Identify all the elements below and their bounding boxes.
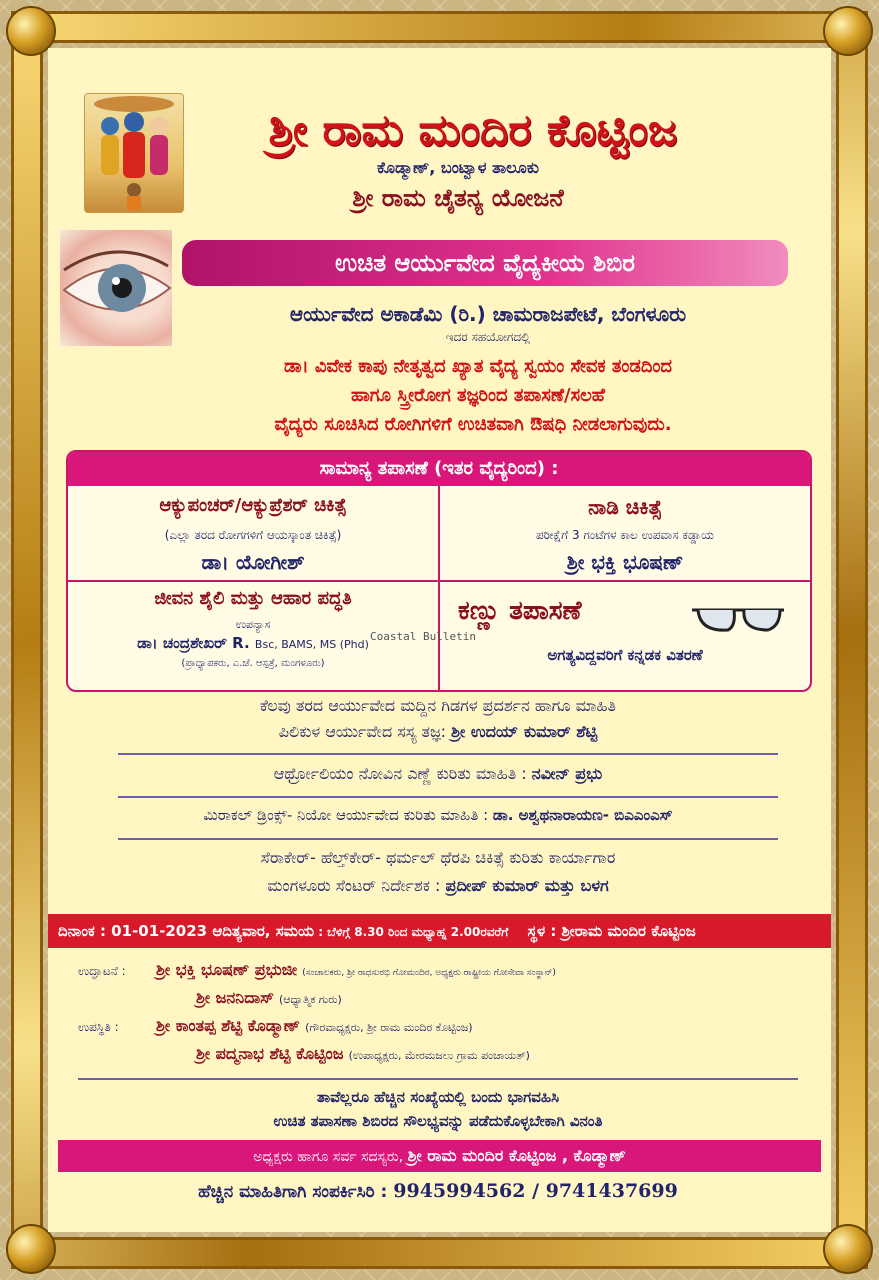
committee-text: ಅಧ್ಯಕ್ಷರು ಹಾಗೂ ಸರ್ವ ಸದಸ್ಯರು, [253, 1149, 408, 1165]
guest-3-role: (ಗೌರವಾಧ್ಯಕ್ಷರು, ಶ್ರೀ ರಾಮ ಮಂದಿರ ಕೊಟ್ಟಿಂಜ) [305, 1021, 473, 1034]
eye-image [60, 230, 172, 346]
lifestyle-doctor-role: (ಪ್ರಾಧ್ಯಾಪಕರು, ಎ.ಜೆ. ಆಸ್ಪತ್ರೆ, ಮಂಗಳೂರು) [181, 658, 325, 669]
acupuncture-title: ಆಕ್ಯುಪಂಚರ್/ಆಕ್ಯುಪ್ರೆಶರ್ ಚಿಕಿತ್ಸೆ [159, 495, 347, 516]
guest-4: ಶ್ರೀ ಪದ್ಮನಾಭ ಶೆಟ್ಟಿ ಕೊಟ್ಟಿಂಜ [196, 1044, 344, 1063]
event-venue: ಸ್ಥಳ : ಶ್ರೀರಾಮ ಮಂದಿರ ಕೊಟ್ಟಿಂಜ [527, 922, 696, 940]
lifestyle-doctor: ಡಾ। ಚಂದ್ರಶೇಖರ್ R. [137, 634, 250, 652]
guest-3: ಶ್ರೀ ಕಾಂತಪ್ಪ ಶೆಟ್ಟಿ ಕೊಡ್ಮಾಣ್ [156, 1016, 300, 1035]
temple-location: ಕೊಡ್ಮಾಣ್, ಬಂಟ್ವಾಳ ತಾಲೂಕು [376, 158, 540, 177]
acupuncture-doctor: ಡಾ। ಯೋಗೀಶ್ [201, 550, 305, 574]
inaugurator-2-role: (ಆಧ್ಯಾತ್ಮಿಕ ಗುರು) [278, 993, 342, 1006]
poster-content [48, 48, 831, 1232]
inaugurator-1: ಶ್ರೀ ಭಕ್ತಿ ಭೂಷಣ್ ಪ್ರಭುಜೀ [156, 960, 298, 979]
exhibit-line-2: ಪಿಲಿಕುಳ ಆರ್ಯುವೇದ ಸಸ್ಯ ತಜ್ಞ: [278, 722, 452, 741]
contact-label: ಹೆಚ್ಚಿನ ಮಾಹಿತಿಗಾಗಿ ಸಂಪರ್ಕಿಸಿರಿ : [198, 1182, 394, 1202]
eye-checkup-sub: ಅಗತ್ಯವಿದ್ದವರಿಗೆ ಕನ್ನಡಕ ವಿತರಣೆ [547, 646, 703, 664]
event-time-label: ಸಮಯ [275, 922, 315, 940]
divider [118, 796, 778, 798]
intro-line-1: ಡಾ। ವಿವೇಕ ಕಾಪು ನೇತೃತ್ವದ ಖ್ಯಾತ ವೈದ್ಯ ಸ್ವಯಂ ಸೇವಕ ತಂಡದಿಂದ [283, 356, 673, 377]
table-divider [68, 580, 810, 582]
nadi-doctor: ಶ್ರೀ ಭಕ್ತಿ ಭೂಷಣ್ [566, 550, 684, 574]
contact-numbers: 9945994562 / 9741437699 [393, 1180, 678, 1202]
inaugurator-2: ಶ್ರೀ ಜನನಿದಾಸ್ [196, 988, 274, 1007]
organiser: ಆರ್ಯುವೇದ ಅಕಾಡೆಮಿ (ರಿ.) ಚಾಮರಾಜಪೇಟೆ, ಬೆಂಗಳೂರು [289, 302, 687, 326]
oil-presenter: ನವೀನ್ ಪ್ರಭು [531, 764, 603, 783]
exhibit-expert-name: ಶ್ರೀ ಉದಯ್ ಕುಮಾರ್ ಶೆಟ್ಟಿ [451, 722, 598, 741]
intro-line-2: ಹಾಗೂ ಸ್ತ್ರೀರೋಗ ತಜ್ಞರಿಂದ ತಪಾಸಣೆ/ಸಲಹೆ [350, 385, 605, 406]
scheme-name: ಶ್ರೀ ರಾಮ ಚೈತನ್ಯ ಯೋಜನೆ [352, 184, 564, 212]
acupuncture-sub: (ಎಲ್ಲಾ ತರದ ರೋಗಗಳಿಗೆ ಆಯಸ್ಕಾಂತ ಚಿಕಿತ್ಸೆ) [164, 528, 342, 542]
thermal-line-2: ಮಂಗಳೂರು ಸೆಂಟರ್ ನಿರ್ದೇಶಕ : [267, 876, 446, 895]
presence-label: ಉಪಸ್ಥಿತಿ : [78, 1020, 119, 1034]
table-divider [438, 486, 440, 690]
committee-bar [58, 1140, 821, 1172]
lifestyle-doctor-qualification: Bsc, BAMS, MS (Phd) [254, 638, 369, 651]
invite-line-2: ಉಚಿತ ತಪಾಸಣಾ ಶಿಬಿರದ ಸೌಲಭ್ಯವನ್ನು ಪಡೆದುಕೊಳ್ಳಬೇಕಾಗಿ ವಿನಂತಿ [273, 1112, 603, 1130]
oil-info: ಆರ್ಥ್ರೋಲಿಯಂ ನೋವಿನ ಎಣ್ಣೆ ಕುರಿತು ಮಾಹಿತಿ : [273, 764, 532, 783]
invite-line-1: ತಾವೆಲ್ಲರೂ ಹೆಚ್ಚಿನ ಸಂಖ್ಯೆಯಲ್ಲಿ ಬಂದು ಭಾಗವಹಿಸಿ [316, 1088, 560, 1106]
divider [78, 1078, 798, 1080]
spectacles-icon [688, 596, 788, 640]
nadi-title: ನಾಡಿ ಚಿಕಿತ್ಸೆ [588, 495, 662, 519]
drinks-presenter: ಡಾ. ಅಶ್ವಥನಾರಾಯಣ- ಬಿಎಎಂಎಸ್ [492, 806, 673, 824]
event-date: ದಿನಾಂಕ : 01-01-2023 ಆದಿತ್ಯವಾರ, [58, 922, 276, 940]
nadi-sub: ಪರೀಕ್ಷೆಗೆ 3 ಗಂಟೆಗಳ ಕಾಲ ಉಪವಾಸ ಕಡ್ಡಾಯ [535, 528, 715, 542]
thermal-presenter: ಪ್ರದೀಪ್ ಕುಮಾರ್ ಮತ್ತು ಬಳಗ [445, 876, 609, 895]
divider [118, 753, 778, 755]
date-time-venue-bar [48, 914, 831, 948]
camp-title-banner: ಉಚಿತ ಆರ್ಯುವೇದ ವೈದ್ಯಕೀಯ ಶಿಬಿರ [182, 240, 788, 286]
divider [118, 838, 778, 840]
drinks-info: ಮಿರಾಕಲ್ ಡ್ರಿಂಕ್ಸ್- ನಿಯೋ ಆರ್ಯುವೇದ ಕುರಿತು ಮಾಹಿತಿ : [203, 806, 493, 824]
temple-title: ಶ್ರೀ ರಾಮ ಮಂದಿರ ಕೊಟ್ಟಿಂಜ [268, 105, 678, 156]
inaugurator-1-role: (ಸಂಚಾಲಕರು, ಶ್ರೀ ರಾಧಸುರಭಿ ಗೋಮಂದಿರ, ಅಧ್ಯಕ್ಷರು ರಾಷ್ಟ್ರೀಯ ಗೋಸೇವಾ ಸಂಸ್ಥಾನ್) [302, 968, 556, 978]
eye-checkup-title: ಕಣ್ಣು ತಪಾಸಣೆ [458, 596, 582, 626]
lifestyle-sub: ಉಪನ್ಯಾಸ [235, 618, 271, 631]
inauguration-label: ಉದ್ಘಾಟನೆ : [78, 964, 126, 978]
thermal-line-1: ಸೆರಾಕೇರ್- ಹೆಲ್ತ್‌ಕೇರ್- ಥರ್ಮಲ್ ಥೆರಪಿ ಚಿಕಿತ್ಸೆ ಕುರಿತು ಕಾರ್ಯಾಗಾರ [260, 848, 616, 867]
committee-name: ಶ್ರೀ ರಾಮ ಮಂದಿರ ಕೊಟ್ಟಿಂಜ , ಕೊಡ್ಮಾಣ್ [407, 1146, 626, 1165]
intro-line-3: ವೈದ್ಯರು ಸೂಚಿಸಿದ ರೋಗಿಗಳಿಗೆ ಉಚಿತವಾಗಿ ಔಷಧಿ ನೀಡಲಾಗುವುದು. [274, 414, 672, 435]
lifestyle-title: ಜೀವನ ಶೈಲಿ ಮತ್ತು ಆಹಾರ ಪದ್ಧತಿ [154, 588, 352, 609]
event-time: : ಬೆಳಿಗ್ಗೆ 8.30 ರಿಂದ ಮಧ್ಯಾಹ್ನ 2.00ರವರೆಗೆ [314, 925, 509, 939]
collaboration-note: ಇದರ ಸಹಯೋಗದಲ್ಲಿ [445, 330, 531, 344]
watermark: Coastal Bulletin [370, 630, 476, 643]
exhibit-line-1: ಕೆಲವು ತರದ ಆರ್ಯುವೇದ ಮದ್ದಿನ ಗಿಡಗಳ ಪ್ರದರ್ಶನ ಹಾಗೂ ಮಾಹಿತಿ [260, 696, 616, 715]
general-checkup-header: ಸಾಮಾನ್ಯ ತಪಾಸಣೆ (ಇತರ ವೈದ್ಯರಿಂದ) : [68, 452, 810, 486]
guest-4-role: (ಉಪಾಧ್ಯಕ್ಷರು, ಮೇರಮಜಲು ಗ್ರಾಮ ಪಂಚಾಯತ್) [348, 1049, 530, 1062]
